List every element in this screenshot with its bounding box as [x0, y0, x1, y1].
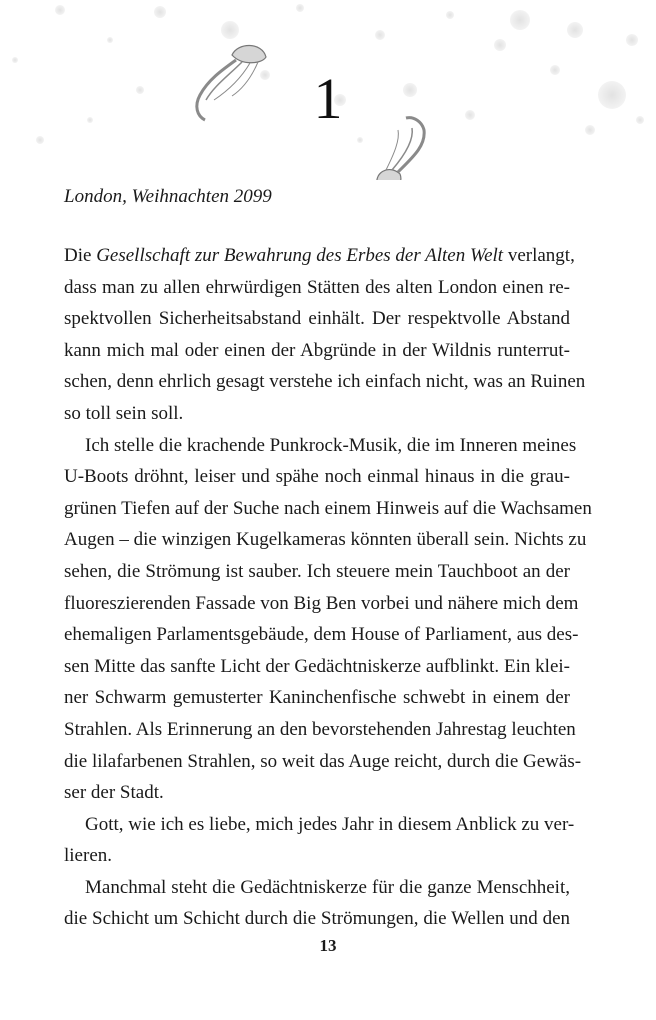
text-line: ner Schwarm gemusterter Kaninchenfische schwebt in einem der — [64, 687, 570, 709]
text-line: kann mich mal oder einen der Abgründe in der Wildnis runterrut- — [64, 339, 570, 361]
text-line: spektvollen Sicherheitsabstand einhält. Der respektvolle Abstand — [64, 308, 570, 330]
text-run: Die — [64, 245, 97, 266]
place-date-heading: London, Weihnachten 2099 — [64, 186, 272, 207]
text-line: die lilafarbenen Strahlen, so weit das Auge reicht, durch die Gewäs- — [64, 750, 582, 772]
text-line: schen, denn ehrlich gesagt verstehe ich einfach nicht, was an Ruinen — [64, 371, 586, 393]
text-line: fluoreszierenden Fassade von Big Ben vorbei und nähere mich dem — [64, 592, 579, 614]
italic-title: Gesellschaft zur Bewahrung des Erbes der Alten Welt — [96, 245, 504, 266]
text-line: lieren. — [64, 845, 113, 867]
text-line: Manchmal steht die Gedächtniskerze für die ganze Menschheit, — [85, 876, 570, 898]
text-line — [64, 240, 575, 272]
text-line: Ich stelle die krachende Punkrock-Musik, die im Inneren meines — [85, 434, 577, 456]
text-run: verlangt, — [503, 245, 575, 266]
chapter-number: 1 — [313, 66, 343, 131]
text-line: so toll sein soll. — [64, 402, 184, 424]
text-line: Strahlen. Als Erinnerung an den bevorstehenden Jahrestag leuchten — [64, 718, 576, 740]
text-line: ser der Stadt. — [64, 782, 164, 804]
text-line: ehemaligen Parlamentsgebäude, dem House of Parliament, aus des- — [64, 624, 579, 646]
page-number: 13 — [319, 936, 337, 955]
text-line: sen Mitte das sanfte Licht der Gedächtniskerze aufblinkt. Ein klei- — [64, 655, 570, 677]
text-line: die Schicht um Schicht durch die Strömungen, die Wellen und den — [64, 908, 570, 930]
text-line: Augen – die winzigen Kugelkameras könnten überall sein. Nichts zu — [64, 529, 587, 551]
text-line: grünen Tiefen auf der Suche nach einem Hinweis auf die Wachsamen — [64, 497, 592, 519]
text-line: dass man zu allen ehrwürdigen Stätten des alten London einen re- — [64, 276, 570, 298]
body-text — [64, 240, 592, 935]
text-line: Gott, wie ich es liebe, mich jedes Jahr in diesem Anblick zu ver- — [85, 813, 575, 835]
text-line: sehen, die Strömung ist sauber. Ich steuere mein Tauchboot an der — [64, 560, 570, 582]
text-line: U-Boots dröhnt, leiser und spähe noch einmal hinaus in die grau- — [64, 466, 570, 488]
